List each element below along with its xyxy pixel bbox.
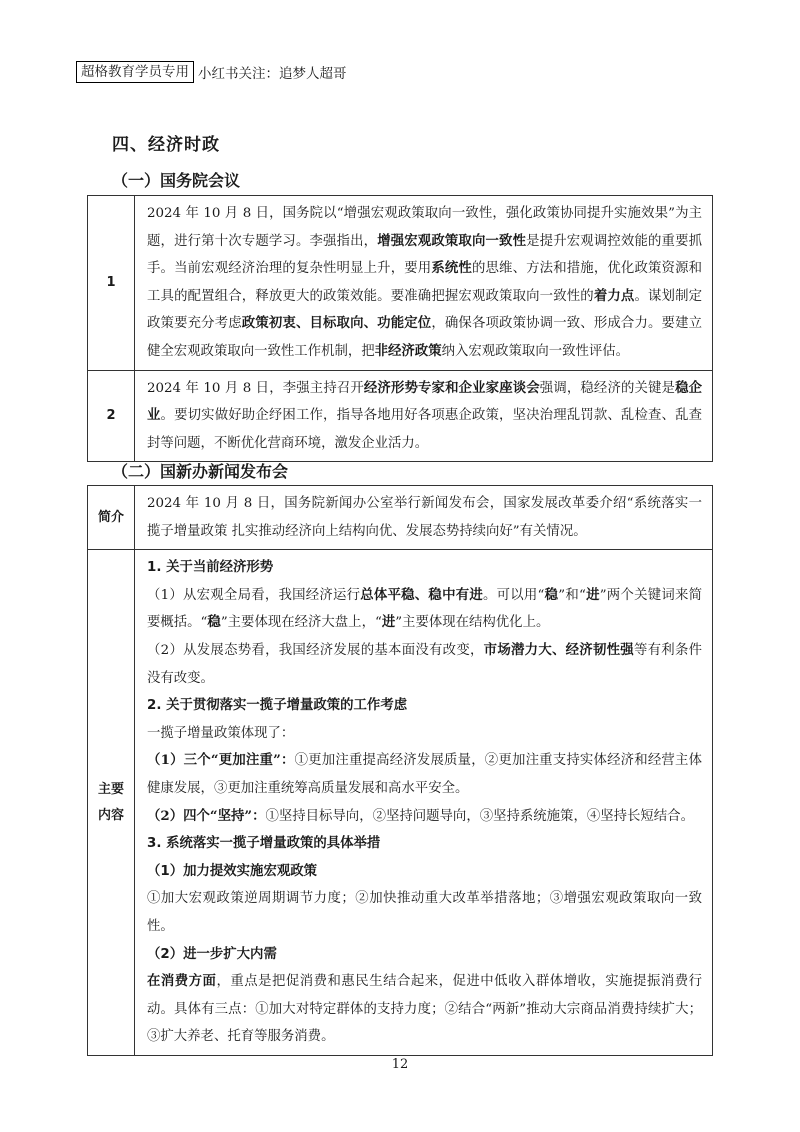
main-content-text bbox=[135, 550, 713, 1056]
row-number: 1 bbox=[88, 196, 135, 371]
page-number: 12 bbox=[391, 1057, 409, 1072]
meeting-1-text: 2024 年 10 月 8 日，国务院以“增强宏观政策取向一致性，强化政策协同提升实施效果”为主题，进行第十次专题学习。李强指出，增强宏观政策取向一致性是提升宏观调控效能的重要抓手。当前宏观经济治理的复杂性明显上升，要用系统性的思维、方法和措施，优化政策资源和工具的配置组合，释放更大的政策效能。要准确把握宏观政策取向一致性的着力点。谋划制定政策要充分考虑政策初衷、目标取向、功能定位，确保各项政策协调一致、形成合力。要建立健全宏观政策取向一致性工作机制，把非经济政策纳入宏观政策取向一致性评估。 bbox=[135, 196, 713, 371]
table-row bbox=[88, 196, 713, 371]
point-1-title: 1. 关于当前经济形势 bbox=[147, 560, 274, 576]
main-content-label: 主要 内容 bbox=[88, 550, 135, 1056]
row-number: 2 bbox=[88, 370, 135, 462]
point-2b: （2）四个“坚持”：①坚持目标导向，②坚持问题导向，③坚持系统施策，④坚持长短结合。 bbox=[147, 807, 694, 824]
table-row bbox=[88, 370, 713, 462]
point-3a-title: （1）加力提效实施宏观政策 bbox=[147, 863, 318, 879]
header-follow-text: 小红书关注：追梦人超哥 bbox=[198, 66, 347, 82]
table-row bbox=[88, 550, 713, 1056]
page-header bbox=[76, 61, 347, 83]
point-1a: （1）从宏观全局看，我国经济运行总体平稳、稳中有进。可以用“稳”和“进”两个关键词来简要概括。“稳”主要体现在经济大盘上，“进”主要体现在结构优化上。 bbox=[147, 586, 702, 631]
point-3b-title: （2）进一步扩大内需 bbox=[147, 946, 277, 962]
point-3a-text: ①加大宏观政策逆周期调节力度；②加快推动重大改革举措落地；③增强宏观政策取向一致性。 bbox=[147, 891, 702, 934]
point-1b: （2）从发展态势看，我国经济发展的基本面没有改变，市场潜力大、经济韧性强等有利条件没有改变。 bbox=[147, 641, 702, 686]
point-2-title: 2. 关于贯彻落实一揽子增量政策的工作考虑 bbox=[147, 698, 408, 714]
point-3-title: 3. 系统落实一揽子增量政策的具体举措 bbox=[147, 836, 381, 852]
table-row bbox=[88, 486, 713, 550]
press-conference-table bbox=[87, 485, 713, 1056]
section-title: 四、经济时政 bbox=[112, 135, 220, 155]
point-2-intro: 一揽子增量政策体现了： bbox=[147, 725, 295, 741]
subsection-title-state-council: （一）国务院会议 bbox=[112, 171, 241, 190]
header-boxed-label: 超格教育学员专用 bbox=[76, 61, 194, 83]
point-2a: （1）三个“更加注重”：①更加注重提高经济发展质量，②更加注重支持实体经济和经营主体健康发展，③更加注重统筹高质量发展和高水平安全。 bbox=[147, 752, 702, 796]
state-council-table bbox=[87, 195, 713, 462]
point-3b-text: 在消费方面，重点是把促消费和惠民生结合起来，促进中低收入群体增收，实施提振消费行动。具体有三点：①加大对特定群体的支持力度；②结合“两新”推动大宗商品消费持续扩大；③扩大养老、托育等服务消费。 bbox=[147, 973, 702, 1045]
intro-text: 2024 年 10 月 8 日，国务院新闻办公室举行新闻发布会，国家发展改革委介绍“系统落实一揽子增量政策 扎实推动经济向上结构向优、发展态势持续向好”有关情况。 bbox=[135, 486, 713, 550]
meeting-2-text: 2024 年 10 月 8 日，李强主持召开经济形势专家和企业家座谈会强调，稳经济的关键是稳企业。要切实做好助企纾困工作，指导各地用好各项惠企政策，坚决治理乱罚款、乱检查、乱查封等问题，不断优化营商环境，激发企业活力。 bbox=[135, 370, 713, 462]
subsection-title-press-conference: （二）国新办新闻发布会 bbox=[112, 462, 289, 481]
intro-label: 简介 bbox=[88, 486, 135, 550]
